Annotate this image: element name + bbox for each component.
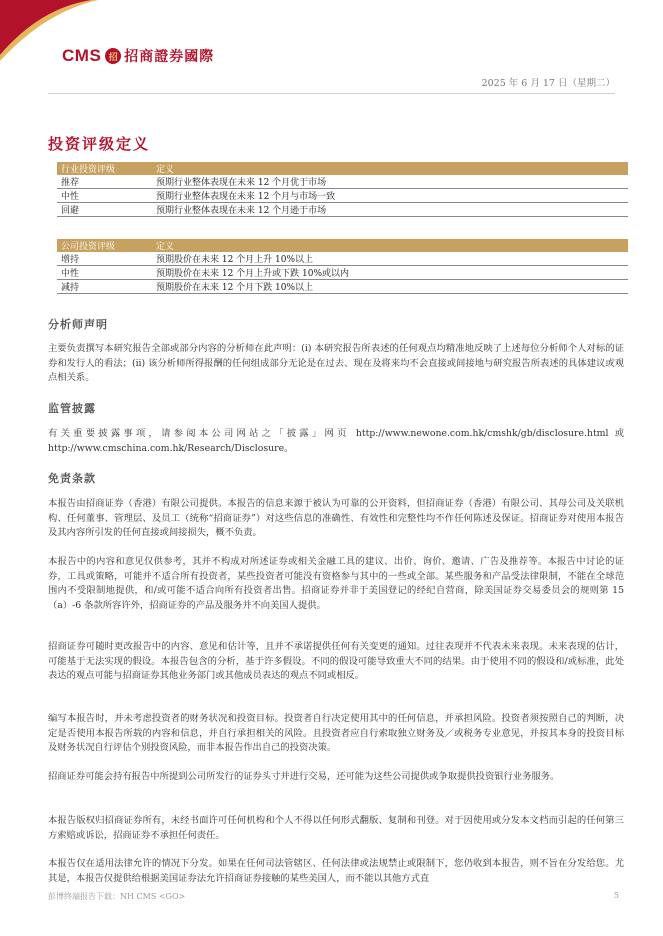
regulatory-disclosure-text: 有关重要披露事项，请参阅本公司网站之「披露」网页 http://www.newone.com.hk/cmshk/gb/disclosure.html 或 http://www.cmschina.com.hk/Research/Disclosure。 (48, 428, 624, 454)
table-header-row (57, 162, 628, 175)
disclaimer-paragraph: 本报告版权归招商证券所有，未经书面许可任何机构和个人不得以任何形式翻版、复制和刊登。对于因使用或分发本文档而引起的任何第三方索赔或诉讼，招商证券不承担任何责任。 (48, 815, 624, 841)
table-row (57, 189, 628, 203)
footer-bloomberg-note: 彭博终端报告下载：NH CMS <GO> (48, 892, 186, 901)
company-rating-table (57, 239, 628, 294)
table-cell: 增持 (57, 252, 152, 266)
logo-chinese-name: 招商證券國際 (124, 49, 215, 65)
table-cell: 预期股价在未来 12 个月上升 10%以上 (152, 252, 628, 266)
disclaimer-paragraph: 招商证券可能会持有报告中所提到公司所发行的证券头寸并进行交易，还可能为这些公司提供或争取提供投资银行业务服务。 (48, 771, 560, 782)
table-cell: 预期行业整体表现在未来 12 个月优于市场 (152, 175, 628, 189)
table-row (57, 266, 628, 280)
page-title: 投资评级定义 (48, 135, 151, 153)
industry-rating-table (57, 162, 628, 217)
table-cell: 预期行业整体表现在未来 12 个月逊于市场 (152, 203, 628, 217)
disclaimer-paragraph: 招商证券可随时更改报告中的内容、意见和估计等，且并不承诺提供任何有关变更的通知。过往表现并不代表未来表现。未来表现的估计，可能基于无法实现的假设。本报告包含的分析，基于许多假设。不同的假设可能导致重大不同的结果。由于使用不同的假设和/或标准，此处表达的观点可能与招商证券其他业务部门或其他成员表达的观点不同或相反。 (48, 641, 624, 681)
disclaimer-paragraph: 本报告由招商证券（香港）有限公司提供。本报告的信息来源于被认为可靠的公开资料，但招商证券（香港）有限公司、其母公司及关联机构、任何董事、管理层、及员工（统称“招商证券”）对这些信息的准确性、有效性和完整性均不作任何陈述及保证。招商证券对使用本报告及其内容所引发的任何直接或间接损失，概不负责。 (48, 498, 624, 538)
table-cell: 预期行业整体表现在未来 12 个月与市场一致 (152, 189, 628, 203)
table-header-cell: 定义 (152, 239, 628, 252)
disclaimer-paragraph: 编写本报告时，并未考虑投资者的财务状况和投资目标。投资者自行决定使用其中的任何信息，并承担风险。投资者须按照自己的判断，决定是否使用本报告所载的内容和信息，并自行承担相关的风险。且投资者应自行索取独立财务及／或税务专业意见，并按其本身的投资目标及财务状况自行评估个别投资风险，而非本报告作出自己的投资决策。 (48, 713, 624, 753)
table-cell: 回避 (57, 203, 152, 217)
report-date: 2025 年 6 月 17 日（星期二） (481, 78, 615, 89)
table-cell: 预期股价在未来 12 个月下跌 10%以上 (152, 280, 628, 294)
disclaimer-heading: 免责条款 (48, 472, 96, 485)
analyst-statement-heading: 分析师声明 (48, 318, 108, 331)
table-header-row (57, 239, 628, 252)
table-cell: 推荐 (57, 175, 152, 189)
page-number: 5 (613, 891, 619, 900)
logo-badge-icon: 招 (105, 48, 121, 64)
logo-cms-text: CMS (62, 46, 102, 65)
table-cell: 预期股价在未来 12 个月上升或下跌 10%或以内 (152, 266, 628, 280)
table-row (57, 252, 628, 266)
table-row (57, 280, 628, 294)
regulatory-disclosure-heading: 监管披露 (48, 402, 96, 415)
table-cell: 中性 (57, 189, 152, 203)
table-header-cell: 行业投资评级 (57, 162, 152, 175)
disclaimer-paragraph: 本报告仅在适用法律允许的情况下分发。如果在任何司法管辖区、任何法律或法规禁止或限制下，您仍收到本报告，则不旨在分发给您。尤其是，本报告仅提供给根据美国证券法允许招商证券接触的某些美国人，而不能以其他方式直 (48, 858, 624, 884)
header-divider (48, 93, 615, 94)
table-cell: 中性 (57, 266, 152, 280)
table-row (57, 203, 628, 217)
table-cell: 减持 (57, 280, 152, 294)
analyst-statement-text: 主要负责撰写本研究报告全部或部分内容的分析师在此声明：(i) 本研究报告所表述的任何观点均精准地反映了上述每位分析师个人对标的证券和发行人的看法；(ii) 该分析师所得报酬的任何组成部分无论是在过去、现在及将来均不会直接或间接地与研究报告所表述的具体建议或观点相关系。 (48, 343, 624, 383)
table-header-cell: 定义 (152, 162, 628, 175)
company-logo (62, 46, 214, 66)
disclaimer-paragraph: 本报告中的内容和意见仅供参考，其并不构成对所述证券或相关金融工具的建议、出价、询价、邀请、广告及推荐等。本报告中讨论的证券，工具或策略，可能并不适合所有投资者，某些投资者可能没有资格参与其中的一些或全部。某些服务和产品受法律限制，不能在全球范围内不受限制地提供，和/或可能不适合向所有投资者出售。招商证券并非于美国登记的经纪自营商，除美国证券交易委员会的规则第 15（a）-6 条款所容许外，招商证券的产品及服务并不向美国人提供。 (48, 556, 624, 611)
table-header-cell: 公司投资评级 (57, 239, 152, 252)
table-row (57, 175, 628, 189)
